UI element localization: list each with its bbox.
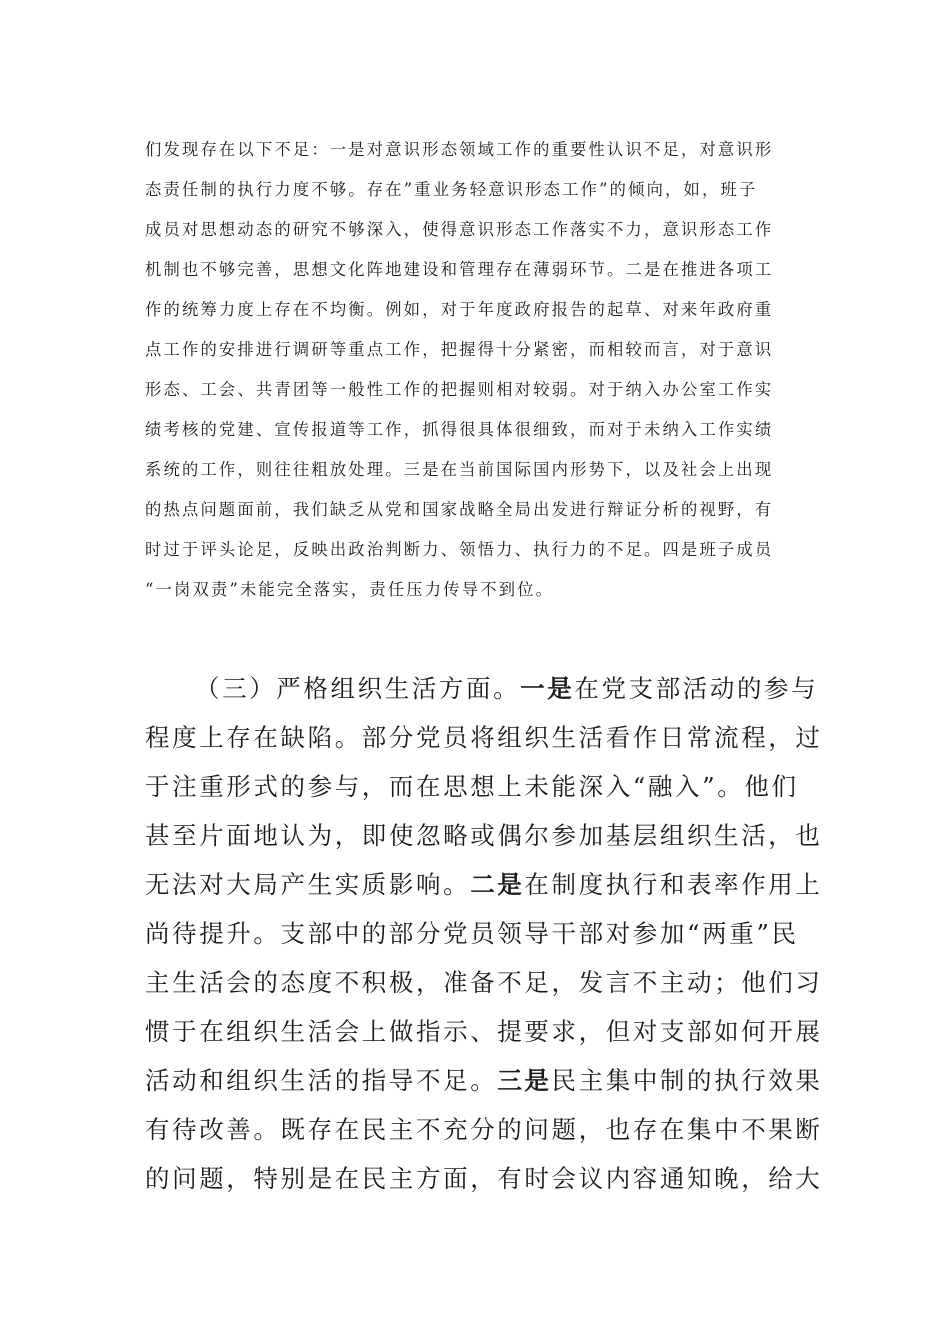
body-line: 成员对思想动态的研究不够深入，使得意识形态工作落实不力，意识形态工作 — [145, 220, 774, 239]
section-line: 的问题，特别是在民主方面，有时会议内容通知晚，给大 — [145, 1164, 823, 1193]
body-line: 们发现存在以下不足：一是对意识形态领域工作的重要性认识不足，对意识形 — [145, 140, 774, 159]
text-run: 无法对大局产生实质影响。 — [145, 870, 471, 899]
text-run: 在党支部活动的参与 — [574, 674, 819, 703]
section-line — [145, 1062, 823, 1097]
section-line: 主生活会的态度不积极，准备不足，发言不主动；他们习 — [145, 968, 823, 997]
body-line: 时过于评头论足，反映出政治判断力、领悟力、执行力的不足。四是班子成员 — [145, 540, 774, 559]
text-run: 活动和组织生活的指导不足。 — [145, 1066, 498, 1095]
body-line: “一岗双责”未能完全落实，责任压力传导不到位。 — [145, 580, 555, 599]
body-line: 系统的工作，则往往粗放处理。三是在当前国际国内形势下，以及社会上出现 — [145, 460, 774, 479]
section-first-line — [195, 670, 818, 705]
point-marker: 一是 — [520, 674, 575, 703]
text-run: 民主集中制的执行效果 — [551, 1066, 823, 1095]
section-heading: （三）严格组织生活方面。 — [195, 674, 521, 703]
text-run: 在制度执行和表率作用上 — [524, 870, 823, 899]
body-line: 形态、工会、共青团等一般性工作的把握则相对较弱。对于纳入办公室工作实 — [145, 380, 774, 399]
body-line: 机制也不够完善，思想文化阵地建设和管理存在薄弱环节。二是在推进各项工 — [145, 260, 774, 279]
section-line: 尚待提升。支部中的部分党员领导干部对参加“两重”民 — [145, 919, 799, 948]
body-line: 绩考核的党建、宣传报道等工作，抓得很具体很细致，而对于未纳入工作实绩 — [145, 420, 774, 439]
section-line: 有待改善。既存在民主不充分的问题，也存在集中不果断 — [145, 1115, 823, 1144]
body-line: 态责任制的执行力度不够。存在”重业务轻意识形态工作”的倾向，如，班子 — [145, 180, 758, 199]
section-line: 甚至片面地认为，即使忽略或偶尔参加基层组织生活，也 — [145, 821, 823, 850]
body-line: 点工作的安排进行调研等重点工作，把握得十分紧密，而相较而言，对于意识 — [145, 340, 774, 359]
body-line: 作的统筹力度上存在不均衡。例如，对于年度政府报告的起草、对来年政府重 — [145, 300, 774, 319]
point-marker: 三是 — [497, 1066, 552, 1095]
body-line: 的热点问题面前，我们缺乏从党和国家战略全局出发进行辩证分析的视野，有 — [145, 500, 774, 519]
section-line: 程度上存在缺陷。部分党员将组织生活看作日常流程，过 — [145, 723, 823, 752]
section-line — [145, 866, 823, 901]
point-marker: 二是 — [470, 870, 525, 899]
section-line: 惯于在组织生活会上做指示、提要求，但对支部如何开展 — [145, 1017, 823, 1046]
section-line: 于注重形式的参与，而在思想上未能深入“融入”。他们 — [145, 772, 799, 801]
